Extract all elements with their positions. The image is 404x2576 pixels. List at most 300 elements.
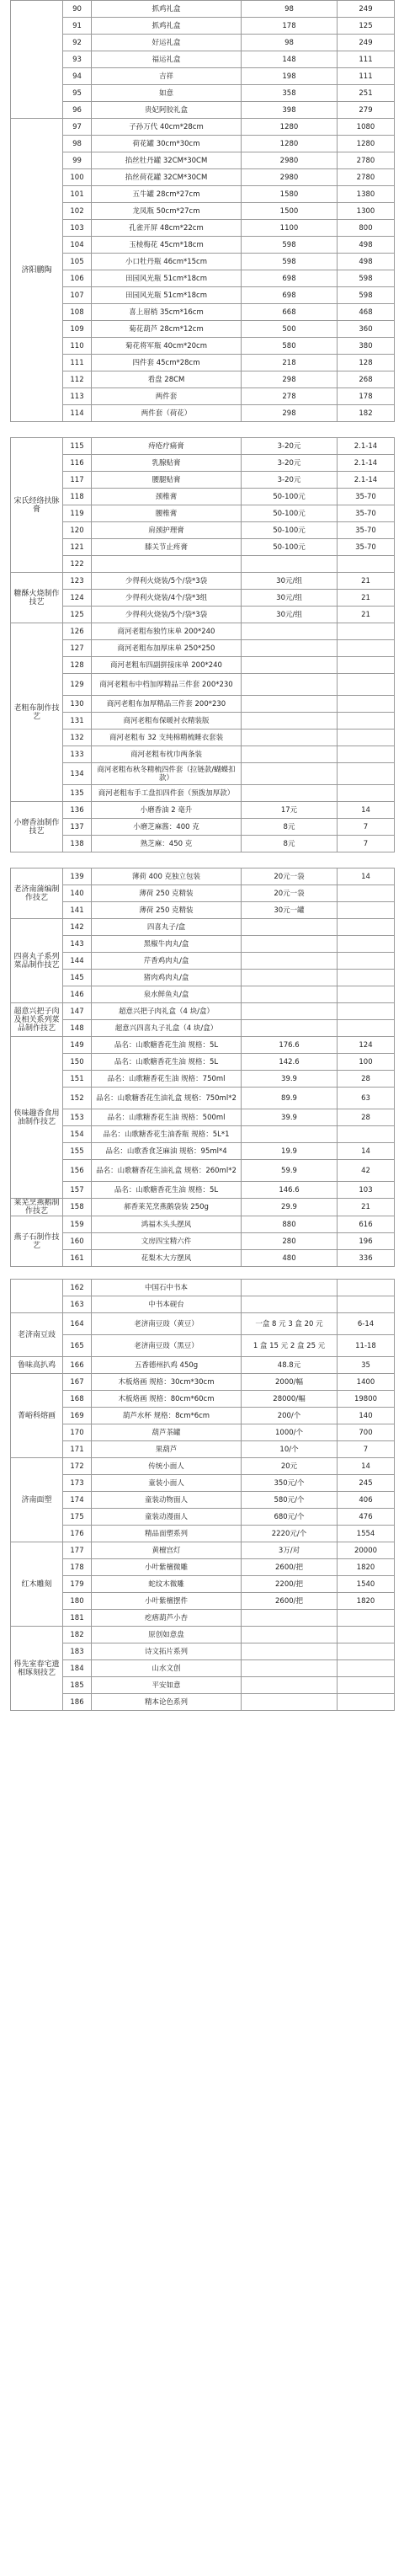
row-number: 110 <box>63 338 92 355</box>
quantity-cell: 111 <box>338 68 395 85</box>
price-cell <box>242 1660 338 1677</box>
row-number: 99 <box>63 152 92 169</box>
price-cell: 480 <box>242 1250 338 1267</box>
table-row <box>11 152 395 169</box>
row-number: 175 <box>63 1509 92 1526</box>
table-row <box>11 51 395 68</box>
item-name: 少得利火烧装/4个/袋*3组 <box>92 590 242 607</box>
row-number: 133 <box>63 746 92 763</box>
item-name: 好运礼盒 <box>92 35 242 51</box>
table-row <box>11 674 395 696</box>
quantity-cell: 360 <box>338 321 395 338</box>
item-name: 掐丝荷花罐 32CM*30CM <box>92 169 242 186</box>
table-row <box>11 785 395 802</box>
quantity-cell <box>338 1627 395 1643</box>
item-name: 郝香莱芜烹燕鹅袋装 250g <box>92 1199 242 1216</box>
table-row <box>11 1 395 18</box>
row-number: 140 <box>63 885 92 902</box>
quantity-cell <box>338 713 395 730</box>
item-name: 小叶紫檀摆件 <box>92 1593 242 1610</box>
quantity-cell: 700 <box>338 1424 395 1441</box>
quantity-cell: 336 <box>338 1250 395 1267</box>
quantity-cell: 21 <box>338 607 395 623</box>
table-row <box>11 254 395 270</box>
price-cell: 30元/组 <box>242 590 338 607</box>
table-row <box>11 220 395 237</box>
table-row <box>11 802 395 819</box>
quantity-cell <box>338 746 395 763</box>
row-number: 167 <box>63 1374 92 1391</box>
quantity-cell <box>338 696 395 713</box>
quantity-cell: 35-70 <box>338 505 395 522</box>
row-number: 159 <box>63 1216 92 1233</box>
quantity-cell: 498 <box>338 254 395 270</box>
table-row <box>11 986 395 1003</box>
quantity-cell: 28 <box>338 1109 395 1126</box>
row-number: 158 <box>63 1199 92 1216</box>
row-number: 128 <box>63 657 92 674</box>
row-number: 102 <box>63 203 92 220</box>
category-cell: 宋氏经络扶脉膏 <box>11 438 63 573</box>
table-row <box>11 1054 395 1071</box>
table-row <box>11 970 395 986</box>
item-name: 菊花将军瓶 40cm*20cm <box>92 338 242 355</box>
row-number: 170 <box>63 1424 92 1441</box>
quantity-cell <box>338 1677 395 1694</box>
table-row <box>11 936 395 953</box>
quantity-cell <box>338 640 395 657</box>
row-number: 120 <box>63 522 92 539</box>
row-number: 184 <box>63 1660 92 1677</box>
table-row <box>11 1071 395 1088</box>
item-name: 中国石中书本 <box>92 1280 242 1296</box>
row-number: 153 <box>63 1109 92 1126</box>
row-number: 108 <box>63 304 92 321</box>
table-row <box>11 919 395 936</box>
item-name: 田园风光瓶 51cm*18cm <box>92 270 242 287</box>
item-name: 葫芦水杯 规格：8cm*6cm <box>92 1408 242 1424</box>
row-number: 106 <box>63 270 92 287</box>
price-cell: 20元一袋 <box>242 885 338 902</box>
row-number: 176 <box>63 1526 92 1542</box>
price-cell <box>242 657 338 674</box>
quantity-cell: 598 <box>338 270 395 287</box>
category-cell: 菁峪科熔画 <box>11 1374 63 1458</box>
quantity-cell <box>338 730 395 746</box>
price-cell: 198 <box>242 68 338 85</box>
quantity-cell: 7 <box>338 819 395 836</box>
price-cell: 280 <box>242 1233 338 1250</box>
row-number: 177 <box>63 1542 92 1559</box>
table-row <box>11 1576 395 1593</box>
item-name: 荷花罐 30cm*30cm <box>92 136 242 152</box>
category-cell: 济阳鹏陶 <box>11 119 63 422</box>
price-cell: 1000/个 <box>242 1424 338 1441</box>
quantity-cell: 2.1-14 <box>338 438 395 455</box>
item-name: 小口牡丹瓶 46cm*15cm <box>92 254 242 270</box>
row-number: 144 <box>63 953 92 970</box>
table-row <box>11 1643 395 1660</box>
price-cell: 148 <box>242 51 338 68</box>
price-cell: 2980 <box>242 152 338 169</box>
quantity-cell: 2.1-14 <box>338 472 395 489</box>
table-row <box>11 304 395 321</box>
quantity-cell <box>338 1296 395 1313</box>
row-number: 151 <box>63 1071 92 1088</box>
quantity-cell: 249 <box>338 1 395 18</box>
item-name: 小磨芝麻酱：400 克 <box>92 819 242 836</box>
table-row <box>11 1037 395 1054</box>
row-number: 131 <box>63 713 92 730</box>
item-name: 品名：山歌糖香花生油 规格：750ml <box>92 1071 242 1088</box>
row-number: 95 <box>63 85 92 102</box>
quantity-cell <box>338 1126 395 1143</box>
section-gap <box>10 1267 394 1279</box>
quantity-cell <box>338 556 395 573</box>
quantity-cell: 1554 <box>338 1526 395 1542</box>
item-name: 抓鸡礼盒 <box>92 18 242 35</box>
price-cell: 680元/个 <box>242 1509 338 1526</box>
row-number: 156 <box>63 1160 92 1182</box>
row-number: 123 <box>63 573 92 590</box>
row-number: 113 <box>63 388 92 405</box>
price-cell <box>242 1694 338 1711</box>
item-name: 老济南豆豉（黄豆） <box>92 1313 242 1335</box>
table-row <box>11 1335 395 1357</box>
row-number: 90 <box>63 1 92 18</box>
category-cell: 莱芜烹燕鹅制作技艺 <box>11 1199 63 1216</box>
quantity-cell: 1380 <box>338 186 395 203</box>
price-cell: 89.9 <box>242 1088 338 1109</box>
row-number: 174 <box>63 1492 92 1509</box>
item-name: 果葫芦 <box>92 1441 242 1458</box>
item-name: 童装小面人 <box>92 1475 242 1492</box>
quantity-cell: 128 <box>338 355 395 371</box>
row-number: 141 <box>63 902 92 919</box>
table-row <box>11 1216 395 1233</box>
price-cell <box>242 640 338 657</box>
row-number: 119 <box>63 505 92 522</box>
row-number: 118 <box>63 489 92 505</box>
item-name: 吉祥 <box>92 68 242 85</box>
item-name: 膝关节止疼膏 <box>92 539 242 556</box>
price-cell: 1580 <box>242 186 338 203</box>
table-row <box>11 1003 395 1020</box>
item-name: 掐丝牡丹罐 32CM*30CM <box>92 152 242 169</box>
table-row <box>11 355 395 371</box>
row-number: 166 <box>63 1357 92 1374</box>
row-number: 182 <box>63 1627 92 1643</box>
item-name: 喜上眉梢 35cm*16cm <box>92 304 242 321</box>
item-name: 菊花葫芦 28cm*12cm <box>92 321 242 338</box>
item-name: 孔雀开屏 48cm*22cm <box>92 220 242 237</box>
item-name <box>92 556 242 573</box>
row-number: 165 <box>63 1335 92 1357</box>
row-number: 92 <box>63 35 92 51</box>
row-number: 169 <box>63 1408 92 1424</box>
item-name: 熟芝麻：450 克 <box>92 836 242 852</box>
item-name: 超意兴把子肉礼盒（4 块/盒） <box>92 1003 242 1020</box>
quantity-cell: 380 <box>338 338 395 355</box>
item-name: 福运礼盒 <box>92 51 242 68</box>
item-name: 中书本砚台 <box>92 1296 242 1313</box>
quantity-cell: 1300 <box>338 203 395 220</box>
row-number: 173 <box>63 1475 92 1492</box>
price-cell: 142.6 <box>242 1054 338 1071</box>
table-row <box>11 1441 395 1458</box>
category-cell: 红木雕刻 <box>11 1542 63 1627</box>
price-cell: 20元 <box>242 1458 338 1475</box>
row-number: 161 <box>63 1250 92 1267</box>
quantity-cell: 1820 <box>338 1593 395 1610</box>
item-name: 四件套 45cm*28cm <box>92 355 242 371</box>
row-number: 143 <box>63 936 92 953</box>
table-row <box>11 472 395 489</box>
item-name: 薄荷 250 克精装 <box>92 885 242 902</box>
table-row <box>11 573 395 590</box>
quantity-cell <box>338 1003 395 1020</box>
table-row <box>11 287 395 304</box>
table-row <box>11 1313 395 1335</box>
item-name: 颈椎膏 <box>92 489 242 505</box>
price-cell: 278 <box>242 388 338 405</box>
quantity-cell: 63 <box>338 1088 395 1109</box>
price-cell: 39.9 <box>242 1071 338 1088</box>
item-name: 品名：山歌糖香花生油 规格：5L <box>92 1037 242 1054</box>
price-cell: 39.9 <box>242 1109 338 1126</box>
category-cell: 济南面塑 <box>11 1458 63 1542</box>
table-row <box>11 607 395 623</box>
item-name: 山水文创 <box>92 1660 242 1677</box>
item-name: 疙瘩葫芦小杏 <box>92 1610 242 1627</box>
row-number: 91 <box>63 18 92 35</box>
quantity-cell: 476 <box>338 1509 395 1526</box>
price-cell: 2600/把 <box>242 1559 338 1576</box>
row-number: 168 <box>63 1391 92 1408</box>
price-cell <box>242 1020 338 1037</box>
quantity-cell: 1400 <box>338 1374 395 1391</box>
quantity-cell: 178 <box>338 388 395 405</box>
table-row <box>11 203 395 220</box>
quantity-cell <box>338 785 395 802</box>
table-row <box>11 1160 395 1182</box>
item-name: 商河老粗布秋冬精梳四件套（拉链款/蝴蝶扣款） <box>92 763 242 785</box>
table-row <box>11 186 395 203</box>
price-cell: 598 <box>242 254 338 270</box>
row-number: 114 <box>63 405 92 422</box>
price-cell: 200/个 <box>242 1408 338 1424</box>
row-number: 135 <box>63 785 92 802</box>
row-number: 160 <box>63 1233 92 1250</box>
quantity-cell <box>338 1280 395 1296</box>
item-name: 品名：山歌糖香花生油香瓶 规格：5L*1 <box>92 1126 242 1143</box>
item-name: 商河老粗布手工盘扣四件套（预拨加厚款） <box>92 785 242 802</box>
price-cell <box>242 986 338 1003</box>
price-cell <box>242 1280 338 1296</box>
item-name: 超意兴四喜丸子礼盒（4 块/盒） <box>92 1020 242 1037</box>
table-row <box>11 902 395 919</box>
row-number: 107 <box>63 287 92 304</box>
row-number: 96 <box>63 102 92 119</box>
table-row <box>11 746 395 763</box>
table-row <box>11 338 395 355</box>
item-name: 木板烙画 规格：30cm*30cm <box>92 1374 242 1391</box>
table-row <box>11 321 395 338</box>
quantity-cell <box>338 1020 395 1037</box>
item-name: 品名：山歌糖香花生油 规格：5L <box>92 1054 242 1071</box>
table-row <box>11 1126 395 1143</box>
table-row <box>11 505 395 522</box>
item-name: 精品面塑系列 <box>92 1526 242 1542</box>
quantity-cell: 245 <box>338 1475 395 1492</box>
price-cell: 176.6 <box>242 1037 338 1054</box>
category-cell: 四喜丸子系列菜品制作技艺 <box>11 919 63 1003</box>
quantity-cell: 35-70 <box>338 522 395 539</box>
row-number: 179 <box>63 1576 92 1593</box>
price-cell: 3万/对 <box>242 1542 338 1559</box>
price-cell <box>242 1643 338 1660</box>
item-name: 少得利火烧装/5个/袋*3袋 <box>92 573 242 590</box>
price-cell: 3-20元 <box>242 455 338 472</box>
row-number: 147 <box>63 1003 92 1020</box>
quantity-cell: 21 <box>338 573 395 590</box>
price-cell: 8元 <box>242 819 338 836</box>
price-cell: 8元 <box>242 836 338 852</box>
item-name: 肩颈护理膏 <box>92 522 242 539</box>
row-number: 138 <box>63 836 92 852</box>
table-row <box>11 1559 395 1576</box>
table-row <box>11 1593 395 1610</box>
quantity-cell: 1080 <box>338 119 395 136</box>
row-number: 93 <box>63 51 92 68</box>
price-cell: 28000/幅 <box>242 1391 338 1408</box>
table-row <box>11 388 395 405</box>
price-cell: 50-100元 <box>242 489 338 505</box>
table-row <box>11 1542 395 1559</box>
quantity-cell: 468 <box>338 304 395 321</box>
item-name: 玉棱梅花 45cm*18cm <box>92 237 242 254</box>
price-cell: 48.8元 <box>242 1357 338 1374</box>
price-cell <box>242 696 338 713</box>
quantity-cell: 35 <box>338 1357 395 1374</box>
item-name: 小叶紫檀微雕 <box>92 1559 242 1576</box>
quantity-cell: 406 <box>338 1492 395 1509</box>
item-name: 传统小面人 <box>92 1458 242 1475</box>
row-number: 98 <box>63 136 92 152</box>
table-row <box>11 136 395 152</box>
table-row <box>11 522 395 539</box>
category-cell: 鲁味高扒鸡 <box>11 1357 63 1374</box>
table-row <box>11 836 395 852</box>
quantity-cell: 125 <box>338 18 395 35</box>
quantity-cell: 279 <box>338 102 395 119</box>
quantity-cell: 21 <box>338 1199 395 1216</box>
row-number: 148 <box>63 1020 92 1037</box>
item-name: 泉水鲜鱼丸/盒 <box>92 986 242 1003</box>
price-cell: 1280 <box>242 136 338 152</box>
price-cell <box>242 1677 338 1694</box>
table-row <box>11 18 395 35</box>
quantity-cell: 103 <box>338 1182 395 1199</box>
price-cell: 500 <box>242 321 338 338</box>
row-number: 152 <box>63 1088 92 1109</box>
quantity-cell <box>338 936 395 953</box>
quantity-cell: 21 <box>338 590 395 607</box>
price-cell: 10/个 <box>242 1441 338 1458</box>
price-cell: 20元一袋 <box>242 868 338 885</box>
item-name: 田园风光瓶 51cm*18cm <box>92 287 242 304</box>
table-row <box>11 1250 395 1267</box>
item-name: 蛇纹木微雕 <box>92 1576 242 1593</box>
price-cell: 98 <box>242 1 338 18</box>
row-number: 136 <box>63 802 92 819</box>
table-row <box>11 1182 395 1199</box>
item-name: 看盘 28CM <box>92 371 242 388</box>
price-cell: 19.9 <box>242 1143 338 1160</box>
item-name: 花梨木大方摆风 <box>92 1250 242 1267</box>
table-row <box>11 1475 395 1492</box>
item-name: 商河老粗布四副拼接床单 200*240 <box>92 657 242 674</box>
item-name: 品名：山歌香食芝麻油 规格：95ml*4 <box>92 1143 242 1160</box>
table-row <box>11 868 395 885</box>
price-cell: 29.9 <box>242 1199 338 1216</box>
section-gap <box>10 852 394 868</box>
price-cell: 59.9 <box>242 1160 338 1182</box>
quantity-cell: 196 <box>338 1233 395 1250</box>
price-cell: 146.6 <box>242 1182 338 1199</box>
row-number: 124 <box>63 590 92 607</box>
table-row <box>11 763 395 785</box>
table-row <box>11 438 395 455</box>
table-row <box>11 85 395 102</box>
table-row <box>11 556 395 573</box>
price-cell <box>242 1126 338 1143</box>
price-cell: 350元/个 <box>242 1475 338 1492</box>
table-row <box>11 1143 395 1160</box>
row-number: 163 <box>63 1296 92 1313</box>
item-name: 品名：山歌糖香花生油 规格：5L <box>92 1182 242 1199</box>
item-name: 五牛罐 28cm*27cm <box>92 186 242 203</box>
quantity-cell: 100 <box>338 1054 395 1071</box>
quantity-cell: 19800 <box>338 1391 395 1408</box>
price-table <box>10 437 395 852</box>
quantity-cell: 111 <box>338 51 395 68</box>
quantity-cell <box>338 623 395 640</box>
row-number: 155 <box>63 1143 92 1160</box>
price-cell: 一盒 8 元 3 盒 20 元 <box>242 1313 338 1335</box>
price-cell: 1280 <box>242 119 338 136</box>
row-number: 109 <box>63 321 92 338</box>
table-row <box>11 640 395 657</box>
row-number: 117 <box>63 472 92 489</box>
table-row <box>11 169 395 186</box>
item-name: 乳腺贴膏 <box>92 455 242 472</box>
item-name: 鸿福木头头摆风 <box>92 1216 242 1233</box>
table-row <box>11 657 395 674</box>
price-cell <box>242 1296 338 1313</box>
quantity-cell: 1540 <box>338 1576 395 1593</box>
price-cell: 2200/把 <box>242 1576 338 1593</box>
table-row <box>11 35 395 51</box>
table-row <box>11 696 395 713</box>
price-cell: 3-20元 <box>242 438 338 455</box>
price-cell: 598 <box>242 237 338 254</box>
row-number: 134 <box>63 763 92 785</box>
quantity-cell: 268 <box>338 371 395 388</box>
price-cell <box>242 936 338 953</box>
item-name: 薄荷 400 克独立包装 <box>92 868 242 885</box>
quantity-cell: 498 <box>338 237 395 254</box>
